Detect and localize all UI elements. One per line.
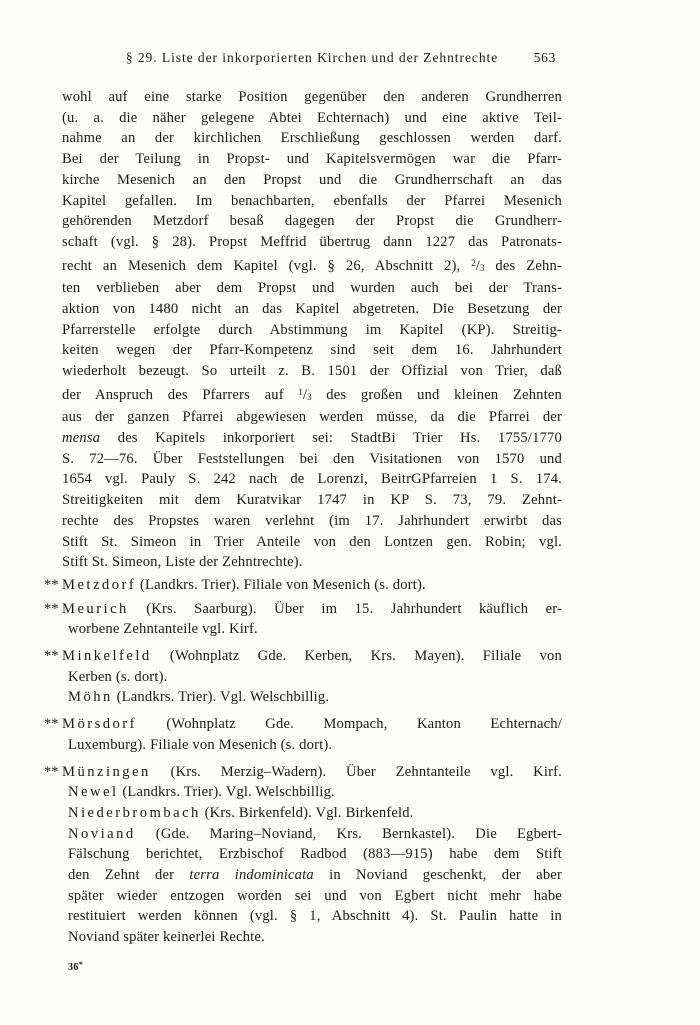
- text-line: [62, 449, 562, 470]
- text-line: [62, 232, 562, 253]
- double-asterisk-marker: **: [44, 716, 59, 733]
- text-segment: (Landkrs. Trier). Filiale von Mesenich (s. dort).: [136, 576, 426, 593]
- text-line: [62, 382, 562, 408]
- text-segment: (Wohnplatz Gde. Kerben, Krs. Mayen). Filiale von: [151, 648, 562, 665]
- text-segment: Kapitel gefallen. Im benachbarten, ebenfalls der Pfarrei Mesenich: [62, 192, 562, 209]
- entry-name: Noviand: [68, 825, 136, 842]
- text-segment: Kerben (s. dort).: [68, 668, 168, 685]
- entry-name: Minkelfeld: [62, 648, 152, 665]
- text-segment: rechte des Propstes waren verlehnt (im 17. Jahrhundert erwirbt das: [62, 512, 562, 529]
- signature-mark: [68, 960, 700, 973]
- text-line: [62, 886, 562, 907]
- text-segment: der Anspruch des Pfarrers auf: [62, 386, 299, 403]
- text-segment: Noviand später keinerlei Rechte.: [68, 929, 265, 946]
- text-segment: 1654 vgl. Pauly S. 242 nach de Lorenzi, BeitrGPfarreien 1 S. 174.: [62, 471, 562, 488]
- text-line: [62, 552, 562, 573]
- text-segment: keiten wegen der Pfarr-Kompetenz sind seit dem 16. Jahrhundert: [62, 342, 562, 359]
- text-line: [62, 191, 562, 212]
- text-line: [62, 428, 562, 449]
- text-segment: aktion von 1480 nicht an das Kapitel abgetreten. Die Besetzung der: [62, 300, 562, 317]
- entries-list: [44, 575, 562, 948]
- text-block: [44, 87, 562, 948]
- list-entry: [44, 646, 562, 687]
- text-line: [62, 824, 562, 845]
- list-entry: [62, 687, 562, 708]
- text-segment: Stift St. Simeon in Trier Anteile von den Lontzen gen. Robin; vgl.: [62, 533, 562, 550]
- page-number: 563: [533, 50, 556, 65]
- text-segment: des Kapitels inkorporiert sei: StadtBi Trier Hs. 1755/1770: [100, 430, 562, 446]
- text-segment: später wieder entzogen worden sei und von Egbert nicht mehr habe: [68, 887, 562, 904]
- text-segment: wohl auf eine starke Position gegenüber den anderen Grundherren: [62, 89, 562, 105]
- signature-asterisk: *: [78, 959, 84, 969]
- entry-name: Möhn: [68, 689, 113, 706]
- text-segment: gehörenden Metzdorf besaß dagegen der Propst die Grundherr-: [62, 213, 562, 230]
- text-line: [62, 108, 562, 129]
- text-line: [44, 599, 562, 620]
- text-segment: des Zehn-: [484, 257, 562, 274]
- text-segment: (Landkrs. Trier). Vgl. Welschbillig.: [118, 784, 335, 801]
- text-line: [62, 844, 562, 865]
- entry-name: Metzdorf: [62, 576, 137, 593]
- text-line: [62, 278, 562, 299]
- text-segment: aus der ganzen Pfarrei abgewiesen werden müsse, da die Pfarrei der: [62, 409, 562, 426]
- text-line: [62, 253, 562, 279]
- text-line: [62, 149, 562, 170]
- text-line: [62, 532, 562, 553]
- text-segment: des großen und kleinen Zehnten: [311, 386, 562, 403]
- list-entry: [44, 714, 562, 755]
- text-line: [62, 469, 562, 490]
- text-line: [62, 407, 562, 428]
- text-segment: mensa: [62, 430, 101, 446]
- text-segment: Pfarrerstelle erfolgte durch Abstimmung im Kapitel (KP). Streitig-: [62, 321, 562, 338]
- double-asterisk-marker: **: [44, 576, 59, 593]
- list-entry: [44, 599, 562, 640]
- double-asterisk-marker: **: [44, 600, 59, 617]
- text-segment: (Krs. Birkenfeld). Vgl. Birkenfeld.: [200, 804, 414, 821]
- text-segment: wiederholt bezeugt. So urteilt z. B. 1501 der Offizial von Trier, daß: [62, 363, 562, 380]
- double-asterisk-marker: **: [44, 648, 59, 665]
- text-line: [62, 803, 562, 824]
- text-line: [62, 865, 562, 886]
- text-line: [62, 128, 562, 149]
- text-segment: (Krs. Saarburg). Über im 15. Jahrhundert käuflich er-: [128, 600, 562, 617]
- text-segment: /: [302, 386, 308, 403]
- text-line: [62, 340, 562, 361]
- text-line: [44, 714, 562, 735]
- text-line: [62, 361, 562, 382]
- text-segment: terra indominicata: [189, 867, 314, 884]
- entry-name: Meurich: [62, 600, 129, 617]
- text-segment: Streitigkeiten mit dem Kuratvikar 1747 in KP S. 73, 79. Zehnt-: [62, 492, 562, 509]
- text-line: [62, 490, 562, 511]
- text-segment: 2: [471, 257, 476, 268]
- text-segment: 3: [479, 262, 485, 273]
- text-line: [62, 782, 562, 803]
- text-segment: (u. a. die näher gelegene Abtei Echternach) und eine aktive Teil-: [62, 109, 562, 126]
- list-entry: [62, 782, 562, 803]
- text-segment: schaft (vgl. § 28). Propst Meffrid übertrug dann 1227 das Patronats-: [62, 233, 562, 250]
- text-line: [62, 687, 562, 708]
- text-line: [62, 667, 562, 688]
- text-line: [62, 320, 562, 341]
- text-segment: worbene Zehntanteile vgl. Kirf.: [68, 621, 258, 638]
- entry-name: Niederbrombach: [68, 804, 201, 821]
- text-segment: kirche Mesenich an den Propst und die Grundherrschaft an das: [62, 171, 562, 188]
- list-entry: [44, 575, 562, 596]
- text-line: [62, 299, 562, 320]
- main-paragraph: [62, 87, 562, 573]
- text-segment: (Gde. Maring–Noviand, Krs. Bernkastel). Die Egbert-: [135, 825, 562, 842]
- text-line: [62, 619, 562, 640]
- text-line: [62, 511, 562, 532]
- text-segment: S. 72—76. Über Feststellungen bei den Visitationen von 1570 und: [62, 450, 562, 467]
- text-segment: (Wohnplatz Gde. Mompach, Kanton Echternach/: [136, 716, 562, 733]
- list-entry: [62, 824, 562, 948]
- text-line: [62, 211, 562, 232]
- text-line: [44, 646, 562, 667]
- text-segment: (Krs. Merzig–Wadern). Über Zehntanteile vgl. Kirf.: [150, 763, 562, 780]
- text-line: [62, 906, 562, 927]
- text-segment: /: [475, 257, 480, 274]
- text-line: [44, 575, 562, 596]
- text-segment: (Landkrs. Trier). Vgl. Welschbillig.: [112, 689, 330, 706]
- text-line: [62, 927, 562, 948]
- running-header: [62, 50, 562, 66]
- text-segment: Stift St. Simeon, Liste der Zehntrechte).: [62, 554, 303, 571]
- text-segment: nahme an der kirchlichen Erschließung geschlossen werden darf.: [62, 130, 562, 147]
- text-segment: ten verblieben aber dem Propst und wurden auch bei der Trans-: [62, 280, 562, 297]
- text-segment: in Noviand geschenkt, der aber: [313, 867, 562, 884]
- text-segment: Fälschung berichtet, Erzbischof Radbod (883—915) habe dem Stift: [68, 846, 562, 863]
- book-page: [0, 50, 700, 1025]
- text-segment: Bei der Teilung in Propst- und Kapitelsvermögen war die Pfarr-: [62, 151, 562, 168]
- signature-number: 36: [68, 961, 79, 973]
- text-line: [62, 735, 562, 756]
- text-line: [62, 87, 562, 108]
- text-segment: recht an Mesenich dem Kapitel (vgl. § 26, Abschnitt 2),: [62, 257, 472, 274]
- entry-name: Newel: [68, 784, 119, 801]
- double-asterisk-marker: **: [44, 763, 59, 780]
- text-line: [62, 170, 562, 191]
- list-entry: [44, 762, 562, 783]
- text-segment: 3: [307, 391, 312, 402]
- text-segment: Luxemburg). Filiale von Mesenich (s. dort).: [68, 736, 333, 753]
- entry-name: Mörsdorf: [62, 716, 137, 733]
- entry-name: Münzingen: [62, 763, 151, 780]
- text-segment: 1: [298, 386, 303, 397]
- text-segment: restituiert werden können (vgl. § 1, Abschnitt 4). St. Paulin hatte in: [68, 908, 562, 925]
- list-entry: [62, 803, 562, 824]
- header-title: § 29. Liste der inkorporierten Kirchen und der Zehntrechte: [125, 50, 499, 65]
- text-segment: den Zehnt der: [68, 867, 190, 884]
- text-line: [44, 762, 562, 783]
